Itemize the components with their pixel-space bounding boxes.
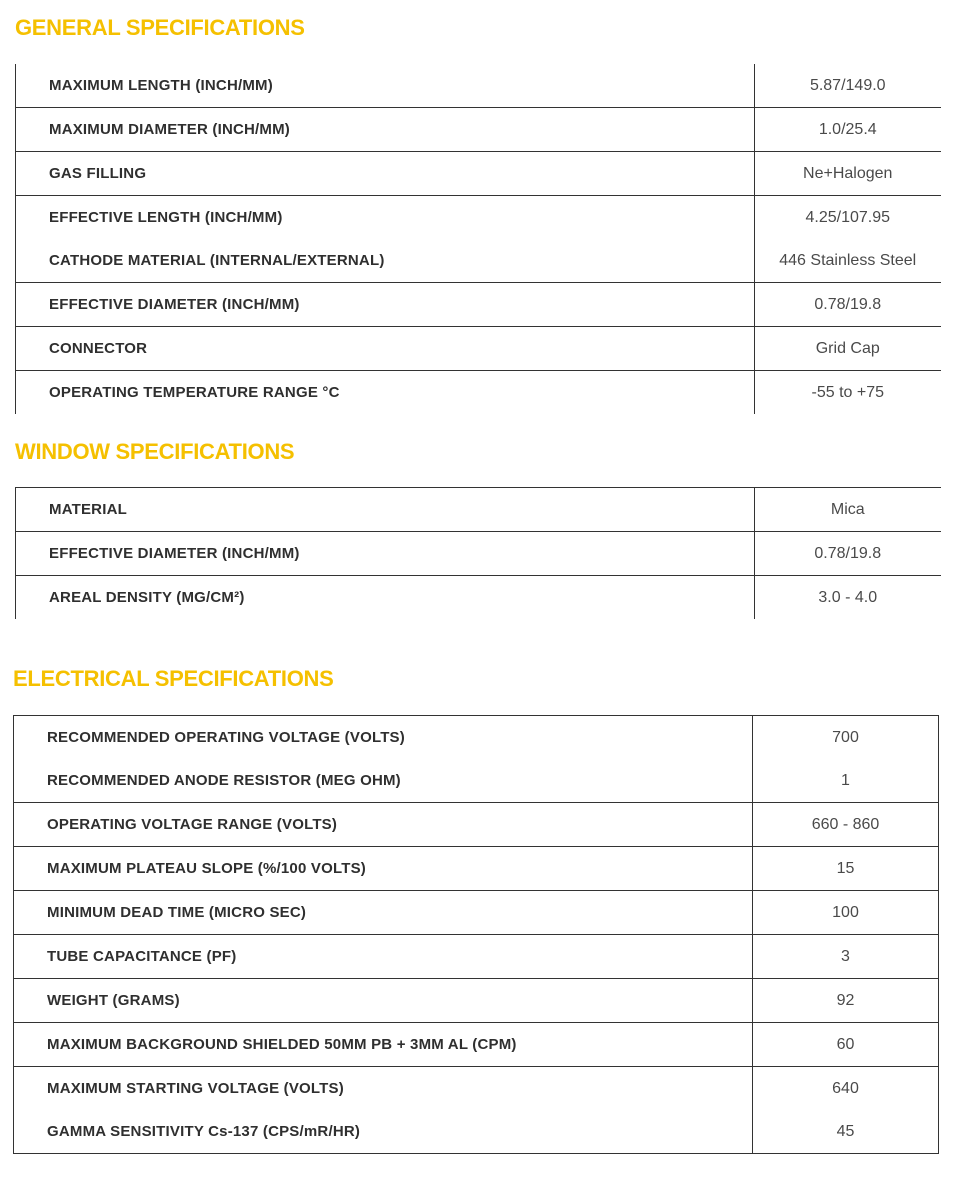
- window-specifications-table: [15, 487, 941, 619]
- spec-label: MATERIAL: [16, 488, 755, 532]
- spec-value: 15: [753, 847, 939, 891]
- spec-value: 1: [753, 759, 939, 803]
- spec-value: 45: [753, 1110, 939, 1154]
- spec-value: 4.25/107.95: [755, 196, 941, 240]
- spec-value: Ne+Halogen: [755, 152, 941, 196]
- spec-label: GAMMA SENSITIVITY Cs-137 (CPS/mR/HR): [47, 1123, 361, 1140]
- spec-value: -55 to +75: [755, 371, 941, 415]
- table-row: [16, 108, 941, 152]
- spec-label: MINIMUM DEAD TIME (MICRO SEC): [47, 904, 307, 921]
- table-row: [14, 759, 939, 803]
- table-row: [14, 935, 939, 979]
- general-specifications-table: [15, 64, 941, 414]
- electrical-specifications-table: [13, 715, 939, 1154]
- spec-value: 640: [753, 1067, 939, 1111]
- spec-label: CATHODE MATERIAL (INTERNAL/EXTERNAL): [16, 239, 755, 283]
- spec-value: 100: [753, 891, 939, 935]
- spec-label: OPERATING VOLTAGE RANGE (VOLTS): [47, 816, 338, 833]
- table-row: [14, 891, 939, 935]
- table-row: [16, 64, 941, 108]
- spec-label: AREAL DENSITY (MG/CM²): [16, 576, 755, 620]
- spec-label: RECOMMENDED ANODE RESISTOR (MEG OHM): [47, 772, 401, 789]
- table-row: [16, 152, 941, 196]
- table-row: [16, 488, 941, 532]
- spec-value: 92: [753, 979, 939, 1023]
- spec-label: GAS FILLING: [16, 152, 755, 196]
- table-row: [14, 1110, 939, 1154]
- spec-label: EFFECTIVE DIAMETER (INCH/MM): [16, 283, 755, 327]
- table-row: [16, 576, 941, 620]
- table-row: [16, 532, 941, 576]
- table-row: [14, 979, 939, 1023]
- spec-value: 660 - 860: [753, 803, 939, 847]
- spec-label: EFFECTIVE DIAMETER (INCH/MM): [16, 532, 755, 576]
- spec-label: EFFECTIVE LENGTH (INCH/MM): [16, 196, 755, 240]
- table-row: [16, 327, 941, 371]
- spec-label: MAXIMUM PLATEAU SLOPE (%/100 VOLTS): [47, 860, 366, 877]
- spec-value: 700: [753, 716, 939, 760]
- spec-label: MAXIMUM DIAMETER (INCH/MM): [16, 108, 755, 152]
- general-specifications-heading: GENERAL SPECIFICATIONS: [15, 15, 305, 40]
- spec-label: CONNECTOR: [16, 327, 755, 371]
- spec-label: RECOMMENDED OPERATING VOLTAGE (VOLTS): [47, 729, 405, 746]
- window-specifications-heading: WINDOW SPECIFICATIONS: [15, 439, 295, 464]
- table-row: [16, 283, 941, 327]
- spec-label: MAXIMUM LENGTH (INCH/MM): [16, 64, 755, 108]
- spec-value: 1.0/25.4: [755, 108, 941, 152]
- table-row: [14, 1067, 939, 1111]
- spec-value: 446 Stainless Steel: [755, 239, 941, 283]
- spec-label: WEIGHT (GRAMS): [47, 992, 180, 1009]
- spec-value: 3.0 - 4.0: [755, 576, 941, 620]
- table-row: [16, 196, 941, 240]
- spec-value: Mica: [755, 488, 941, 532]
- electrical-specifications-heading: ELECTRICAL SPECIFICATIONS: [13, 666, 334, 691]
- table-row: [14, 847, 939, 891]
- spec-label: OPERATING TEMPERATURE RANGE °C: [16, 371, 755, 415]
- table-row: [16, 239, 941, 283]
- spec-value: 3: [753, 935, 939, 979]
- spec-label: TUBE CAPACITANCE (PF): [47, 948, 237, 965]
- table-row: [14, 1023, 939, 1067]
- spec-value: 60: [753, 1023, 939, 1067]
- table-row: [14, 716, 939, 760]
- spec-value: 0.78/19.8: [755, 532, 941, 576]
- spec-value: 0.78/19.8: [755, 283, 941, 327]
- spec-label: MAXIMUM STARTING VOLTAGE (VOLTS): [47, 1080, 344, 1097]
- spec-value: 5.87/149.0: [755, 64, 941, 108]
- spec-label: MAXIMUM BACKGROUND SHIELDED 50MM PB + 3MM AL (CPM): [47, 1036, 517, 1053]
- table-row: [16, 371, 941, 415]
- table-row: [14, 803, 939, 847]
- spec-value: Grid Cap: [755, 327, 941, 371]
